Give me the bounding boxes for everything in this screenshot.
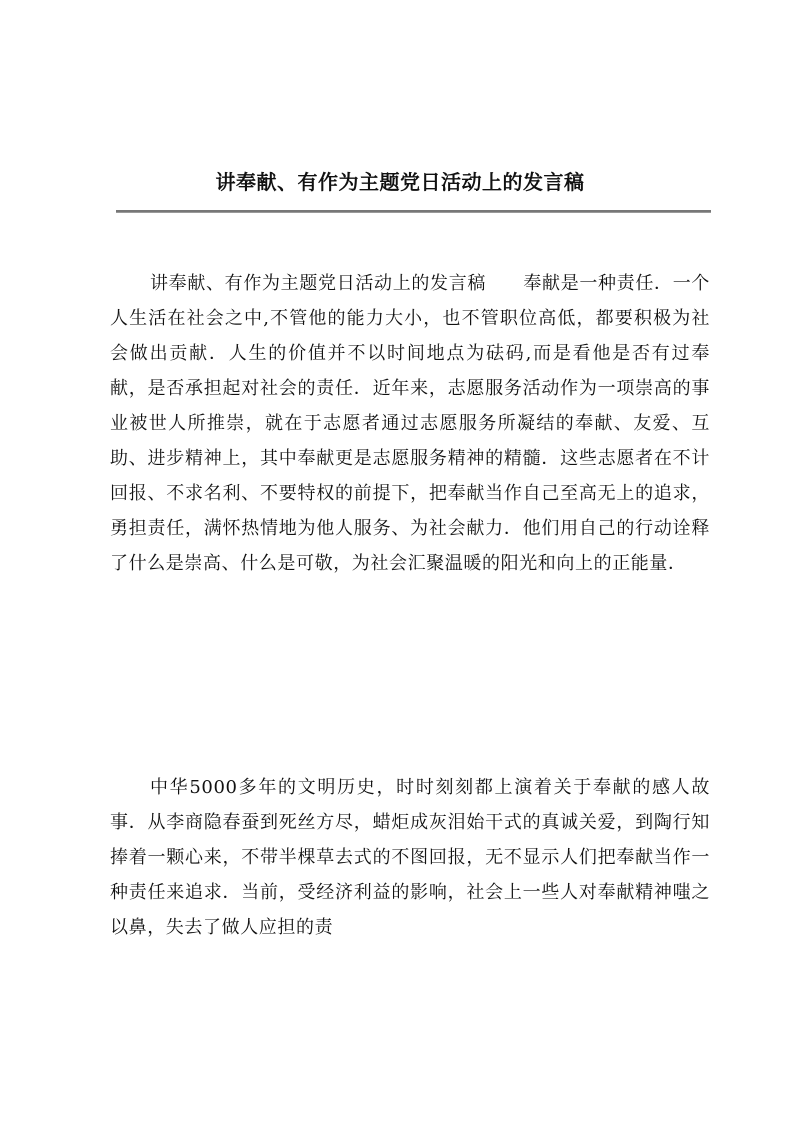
- title-divider: [116, 210, 711, 213]
- paragraph-2: 中华5000多年的文明历史，时时刻刻都上演着关于奉献的感人故事．从李商隐春蚕到死丝方尽，蜡炬成灰泪始干式的真诚关爱，到陶行知捧着一颗心来，不带半棵草去式的不图回报，无不显示人们把奉献当作一种责任来追求．当前，受经济利益的影响，社会上一些人对奉献精神嗤之以鼻，失去了做人应担的责: [110, 777, 710, 938]
- paragraph-1: 讲奉献、有作为主题党日活动上的发言稿 奉献是一种责任．一个人生活在社会之中,不管他的能力大小，也不管职位高低，都要积极为社会做出贡献．人生的价值并不以时间地点为砝码,而是看他是否有过奉献，是否承担起对社会的责任．近年来，志愿服务活动作为一项崇高的事业被世人所推崇，就在于志愿者通过志愿服务所凝结的奉献、友爱、互助、进步精神上，其中奉献更是志愿服务精神的精髓．这些志愿者在不计回报、不求名利、不要特权的前提下，把奉献当作自己至高无上的追求，勇担责任，满怀热情地为他人服务、为社会献力．他们用自己的行动诠释了什么是崇高、什么是可敬，为社会汇聚温暖的阳光和向上的正能量．: [110, 273, 710, 574]
- document-title: 讲奉献、有作为主题党日活动上的发言稿: [215, 170, 585, 194]
